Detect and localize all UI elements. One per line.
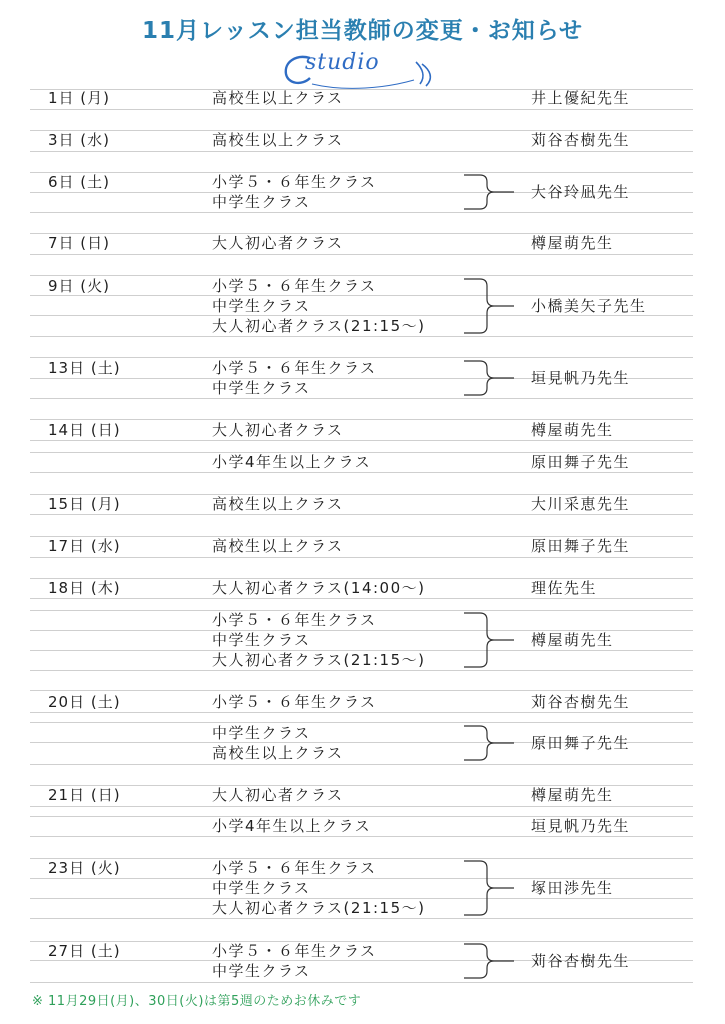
entry-teacher: 原田舞子先生	[531, 537, 631, 555]
entry-class: 小学５・６年生クラス	[212, 942, 377, 960]
entry-date: 18日 (木)	[48, 579, 121, 597]
entry-class: 大人初心者クラス(21:15～)	[212, 317, 426, 335]
entry-date: 6日 (土)	[48, 173, 111, 191]
entry-date: 17日 (水)	[48, 537, 121, 555]
entry-date: 27日 (土)	[48, 942, 121, 960]
entry-teacher: 小橋美矢子先生	[531, 297, 647, 315]
entry-class: 中学生クラス	[212, 724, 311, 742]
entry-teacher: 苅谷杏樹先生	[531, 693, 631, 711]
brace-icon	[462, 610, 522, 670]
entry-class: 中学生クラス	[212, 962, 311, 980]
entry-class: 高校生以上クラス	[212, 495, 344, 513]
brace-icon	[462, 276, 522, 336]
entry-teacher: 大川采恵先生	[531, 495, 631, 513]
entry-class: 中学生クラス	[212, 379, 311, 397]
entry-teacher: 塚田渉先生	[531, 879, 614, 897]
entry-class: 高校生以上クラス	[212, 537, 344, 555]
entry-class: 高校生以上クラス	[212, 131, 344, 149]
entry-teacher: 苅谷杏樹先生	[531, 952, 631, 970]
entry-teacher: 垣見帆乃先生	[531, 817, 631, 835]
entry-class: 小学５・６年生クラス	[212, 359, 377, 377]
entry-date: 9日 (火)	[48, 277, 111, 295]
entry-date: 1日 (月)	[48, 89, 111, 107]
entry-teacher: 樽屋萌先生	[531, 234, 614, 252]
entry-class: 中学生クラス	[212, 193, 311, 211]
entry-teacher: 大谷玲凪先生	[531, 183, 631, 201]
brace-icon	[462, 172, 522, 212]
entry-class: 小学５・６年生クラス	[212, 859, 377, 877]
entry-date: 13日 (土)	[48, 359, 121, 377]
entry-date: 14日 (日)	[48, 421, 121, 439]
entry-class: 中学生クラス	[212, 297, 311, 315]
entry-date: 20日 (土)	[48, 693, 121, 711]
entry-teacher: 樽屋萌先生	[531, 631, 614, 649]
entry-date: 15日 (月)	[48, 495, 121, 513]
entry-class: 小学５・６年生クラス	[212, 611, 377, 629]
entry-teacher: 原田舞子先生	[531, 453, 631, 471]
entry-class: 中学生クラス	[212, 879, 311, 897]
entry-date: 3日 (水)	[48, 131, 111, 149]
entry-class: 小学4年生以上クラス	[212, 817, 372, 835]
entry-class: 高校生以上クラス	[212, 744, 344, 762]
entry-teacher: 樽屋萌先生	[531, 421, 614, 439]
brace-icon	[462, 723, 522, 763]
entry-teacher: 井上優紀先生	[531, 89, 631, 107]
brace-icon	[462, 858, 522, 918]
brace-icon	[462, 358, 522, 398]
entry-class: 小学５・６年生クラス	[212, 277, 377, 295]
entry-class: 大人初心者クラス(21:15～)	[212, 651, 426, 669]
entry-date: 23日 (火)	[48, 859, 121, 877]
entry-class: 高校生以上クラス	[212, 89, 344, 107]
entry-date: 7日 (日)	[48, 234, 111, 252]
entry-class: 大人初心者クラス	[212, 421, 344, 439]
entry-date: 21日 (日)	[48, 786, 121, 804]
entry-class: 大人初心者クラス	[212, 786, 344, 804]
entry-class: 大人初心者クラス(14:00～)	[212, 579, 426, 597]
entry-teacher: 垣見帆乃先生	[531, 369, 631, 387]
page-title: 11月レッスン担当教師の変更・お知らせ	[141, 18, 584, 44]
entry-class: 小学4年生以上クラス	[212, 453, 372, 471]
logo-text: studio	[305, 50, 380, 75]
footnote: ※ 11月29日(月)、30日(火)は第5週のためお休みです	[32, 994, 362, 1009]
entry-class: 大人初心者クラス	[212, 234, 344, 252]
entry-teacher: 苅谷杏樹先生	[531, 131, 631, 149]
entry-class: 大人初心者クラス(21:15～)	[212, 899, 426, 917]
entry-class: 小学５・６年生クラス	[212, 173, 377, 191]
entry-teacher: 樽屋萌先生	[531, 786, 614, 804]
entry-teacher: 理佐先生	[531, 579, 598, 597]
entry-class: 中学生クラス	[212, 631, 311, 649]
brace-icon	[462, 941, 522, 981]
entry-class: 小学５・６年生クラス	[212, 693, 377, 711]
entry-teacher: 原田舞子先生	[531, 734, 631, 752]
